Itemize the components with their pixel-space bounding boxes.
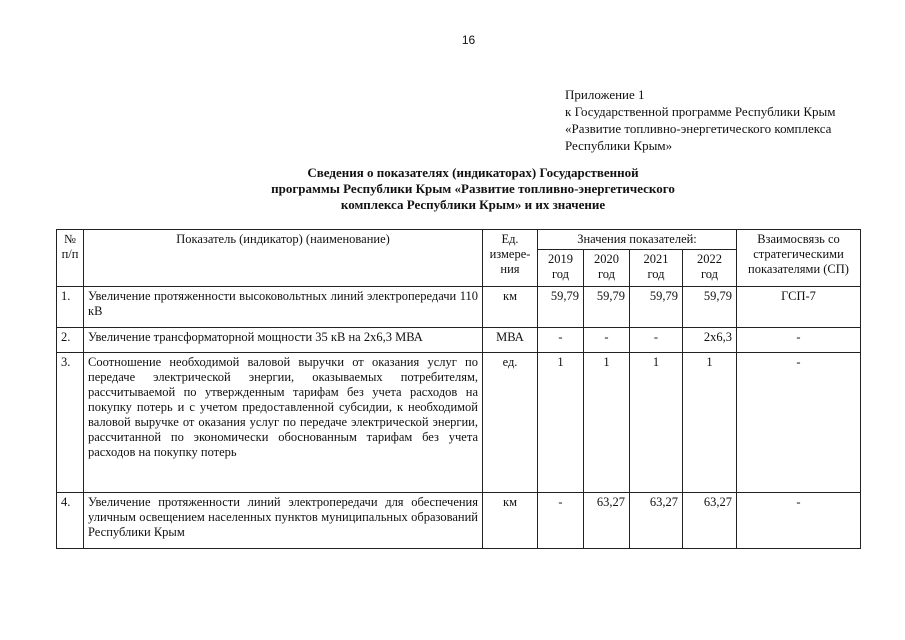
appendix-block [565,86,835,154]
table-row [57,287,861,328]
row-unit: км [483,287,538,328]
row-value: 63,27 [683,493,737,549]
header-values-group: Значения показателей: [538,230,737,250]
row-value: 63,27 [630,493,683,549]
title-line: Сведения о показателях (индикаторах) Государственной [307,165,639,180]
row-indicator: Увеличение протяженности линий электропередачи для обеспечения уличным освещением населенных пунктов муниципальных образований Республики Крым [84,493,483,549]
header-unit: Ед. измере-ния [483,230,538,287]
row-value: - [630,328,683,353]
page-number: 16 [461,33,476,47]
header-year: 2019 год [538,250,584,287]
header-year: 2022 год [683,250,737,287]
row-value: 1 [584,353,630,493]
row-relation: - [737,328,861,353]
row-value: 59,79 [683,287,737,328]
row-indicator: Увеличение трансформаторной мощности 35 кВ на 2х6,3 МВА [84,328,483,353]
row-value: 1 [630,353,683,493]
row-indicator: Соотношение необходимой валовой выручки от оказания услуг по передаче электрической энергии, оказываемых потребителям, рассчитываемой по утвержденным тарифам без учета расходов на покупку потерь и с учетом предоставленной субсидии, к необходимой валовой выручке от оказания услуг по передаче электрической энергии, рассчитанной по экономически обоснованным тарифам без учета расходов на покупку потерь [84,353,483,493]
row-unit: ед. [483,353,538,493]
row-num: 2. [57,328,84,353]
header-row [57,230,861,250]
row-relation: ГСП-7 [737,287,861,328]
appendix-line: к Государственной программе Республики Крым [565,104,836,119]
header-num: № п/п [57,230,84,287]
row-value: 59,79 [630,287,683,328]
header-year: 2021 год [630,250,683,287]
title-line: программы Республики Крым «Развитие топливно-энергетического [271,181,675,196]
row-indicator: Увеличение протяженности высоковольтных линий электропередачи 110 кВ [84,287,483,328]
row-value: - [538,493,584,549]
row-num: 4. [57,493,84,549]
header-indicator: Показатель (индикатор) (наименование) [84,230,483,287]
table-row [57,328,861,353]
row-value: - [538,328,584,353]
indicators-table [56,229,861,549]
row-value: 1 [683,353,737,493]
row-unit: МВА [483,328,538,353]
row-value: 59,79 [538,287,584,328]
document-title [228,165,718,213]
row-relation: - [737,353,861,493]
row-unit: км [483,493,538,549]
appendix-line: Республики Крым» [565,138,673,153]
row-value: 1 [538,353,584,493]
row-value: 2х6,3 [683,328,737,353]
row-num: 3. [57,353,84,493]
row-value: 63,27 [584,493,630,549]
table-row [57,493,861,549]
appendix-line: Приложение 1 [565,87,645,102]
row-value: - [584,328,630,353]
table-row [57,353,861,493]
title-line: комплекса Республики Крым» и их значение [340,197,606,212]
appendix-line: «Развитие топливно-энергетического комплекса [565,121,832,136]
row-value: 59,79 [584,287,630,328]
row-num: 1. [57,287,84,328]
header-year: 2020 год [584,250,630,287]
header-relation: Взаимосвязь со стратегическими показателями (СП) [737,230,861,287]
row-relation: - [737,493,861,549]
